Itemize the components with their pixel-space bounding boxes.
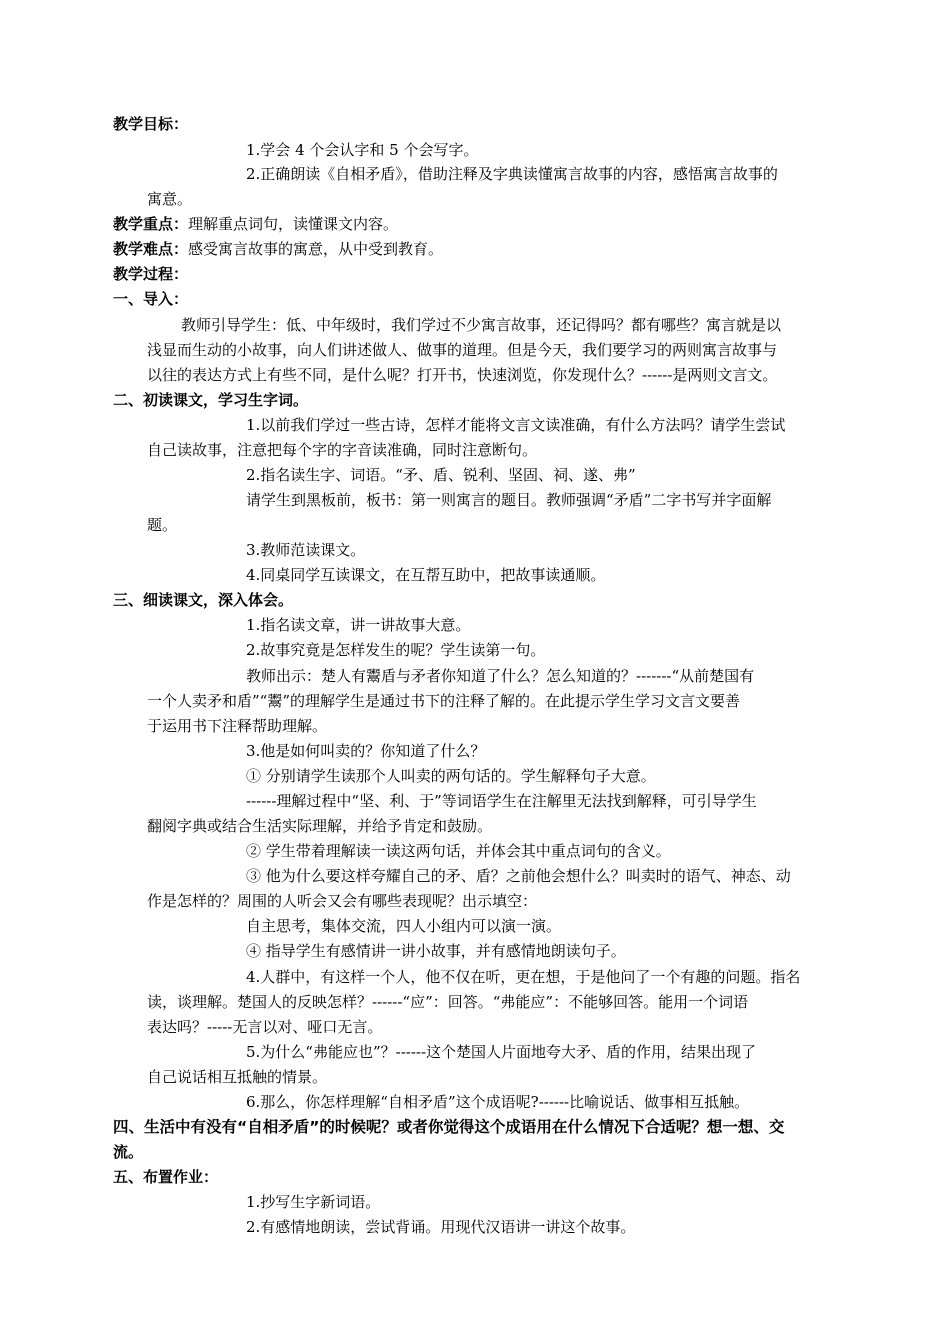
paragraph-line: 4.人群中，有这样一个人，他不仅在听，更在想，于是他问了一个有趣的问题。指名: [246, 968, 801, 986]
section-heading-first-reading: 二、初读课文，学习生字词。: [113, 391, 309, 409]
paragraph-line: 自己读故事，注意把每个字的字音读准确，同时注意断句。: [147, 441, 538, 459]
paragraph-line: 6.那么，你怎样理解“自相矛盾”这个成语呢?------比喻说话、做事相互抵触。: [246, 1093, 750, 1111]
paragraph-line: ------理解过程中“坚、利、于”等词语学生在注解里无法找到解释，可引导学生: [246, 792, 757, 810]
paragraph-line: 2.指名读生字、词语。“矛、盾、锐利、坚固、祠、遂、弗”: [246, 466, 636, 484]
section-heading-intro: 一、导入：: [113, 290, 189, 308]
homework-item: 2.有感情地朗读，尝试背诵。用现代汉语讲一讲这个故事。: [246, 1218, 636, 1236]
paragraph-line: ② 学生带着理解读一读这两句话，并体会其中重点词句的含义。: [246, 842, 671, 860]
paragraph-line: 2.故事究竟是怎样发生的呢？学生读第一句。: [246, 641, 546, 659]
difficulty-line: [113, 239, 443, 259]
section-heading-homework: 五、布置作业：: [113, 1168, 219, 1186]
paragraph-line: 自主思考，集体交流，四人小组内可以演一演。: [246, 917, 562, 935]
homework-item: 1.抄写生字新词语。: [246, 1193, 381, 1211]
difficulty-text: 感受寓言故事的寓意，从中受到教育。: [188, 240, 444, 258]
difficulty-label: 教学难点：: [113, 240, 189, 258]
paragraph-line: 读，谈理解。楚国人的反映怎样？------“应”：回答。“弗能应”：不能够回答。能用一个词语: [147, 993, 749, 1011]
paragraph-line: 一个人卖矛和盾”“鬻”的理解学生是通过书下的注释了解的。在此提示学生学习文言文要善: [147, 692, 741, 710]
objective-item-continued: 寓意。: [147, 190, 193, 208]
key-point-text: 理解重点词句，读懂课文内容。: [188, 215, 399, 233]
key-point-label: 教学重点：: [113, 215, 189, 233]
paragraph-line: 教师引导学生：低、中年级时，我们学过不少寓言故事，还记得吗？都有哪些？寓言就是以: [181, 316, 782, 334]
paragraph-line: 题。: [147, 516, 178, 534]
paragraph-line: 于运用书下注释帮助理解。: [147, 717, 328, 735]
paragraph-line: 请学生到黑板前，板书：第一则寓言的题目。教师强调“矛盾”二字书写并字面解: [246, 491, 772, 509]
paragraph-line: 翻阅字典或结合生活实际理解，并给予肯定和鼓励。: [147, 817, 493, 835]
section-heading-process: 教学过程：: [113, 265, 189, 283]
paragraph-line: 3.他是如何叫卖的？你知道了什么？: [246, 742, 486, 760]
paragraph-line: 教师出示：楚人有鬻盾与矛者你知道了什么？怎么知道的？-------“从前楚国有: [246, 667, 755, 685]
paragraph-line: 4.同桌同学互读课文，在互帮互助中，把故事读通顺。: [246, 566, 606, 584]
paragraph-line: 1.以前我们学过一些古诗，怎样才能将文言文读准确，有什么方法吗？请学生尝试: [246, 416, 786, 434]
paragraph-line: 浅显而生动的小故事，向人们讲述做人、做事的道理。但是今天，我们要学习的两则寓言故事与: [147, 341, 778, 359]
paragraph-line: 作是怎样的？周围的人听会又会有哪些表现呢？出示填空：: [147, 892, 538, 910]
paragraph-line: ① 分别请学生读那个人叫卖的两句话的。学生解释句子大意。: [246, 767, 656, 785]
section-heading-life: 四、生活中有没有“自相矛盾”的时候呢？或者你觉得这个成语用在什么情况下合适呢？想一想、交: [113, 1118, 785, 1136]
objective-item: 1.学会 4 个会认字和 5 个会写字。: [246, 141, 479, 159]
paragraph-line: 表达吗？-----无言以对、哑口无言。: [147, 1018, 383, 1036]
objective-item: 2.正确朗读《自相矛盾》，借助注释及字典读懂寓言故事的内容，感悟寓言故事的: [246, 165, 778, 183]
section-heading-close-reading: 三、细读课文，深入体会。: [113, 591, 294, 609]
paragraph-line: 3.教师范读课文。: [246, 541, 366, 559]
paragraph-line: 5.为什么“弗能应也”？------这个楚国人片面地夸大矛、盾的作用，结果出现了: [246, 1043, 757, 1061]
section-heading-life-continued: 流。: [113, 1143, 144, 1161]
section-heading-objectives: 教学目标：: [113, 115, 189, 133]
paragraph-line: 1.指名读文章，讲一讲故事大意。: [246, 616, 471, 634]
paragraph-line: ③ 他为什么要这样夸耀自己的矛、盾？之前他会想什么？叫卖时的语气、神态、动: [246, 867, 791, 885]
paragraph-line: ④ 指导学生有感情讲一讲小故事，并有感情地朗读句子。: [246, 942, 626, 960]
paragraph-line: 自己说话相互抵触的情景。: [147, 1068, 328, 1086]
paragraph-line: 以往的表达方式上有些不同，是什么呢？打开书，快速浏览，你发现什么？------是两则文言文。: [147, 366, 778, 384]
key-point-line: [113, 214, 398, 234]
